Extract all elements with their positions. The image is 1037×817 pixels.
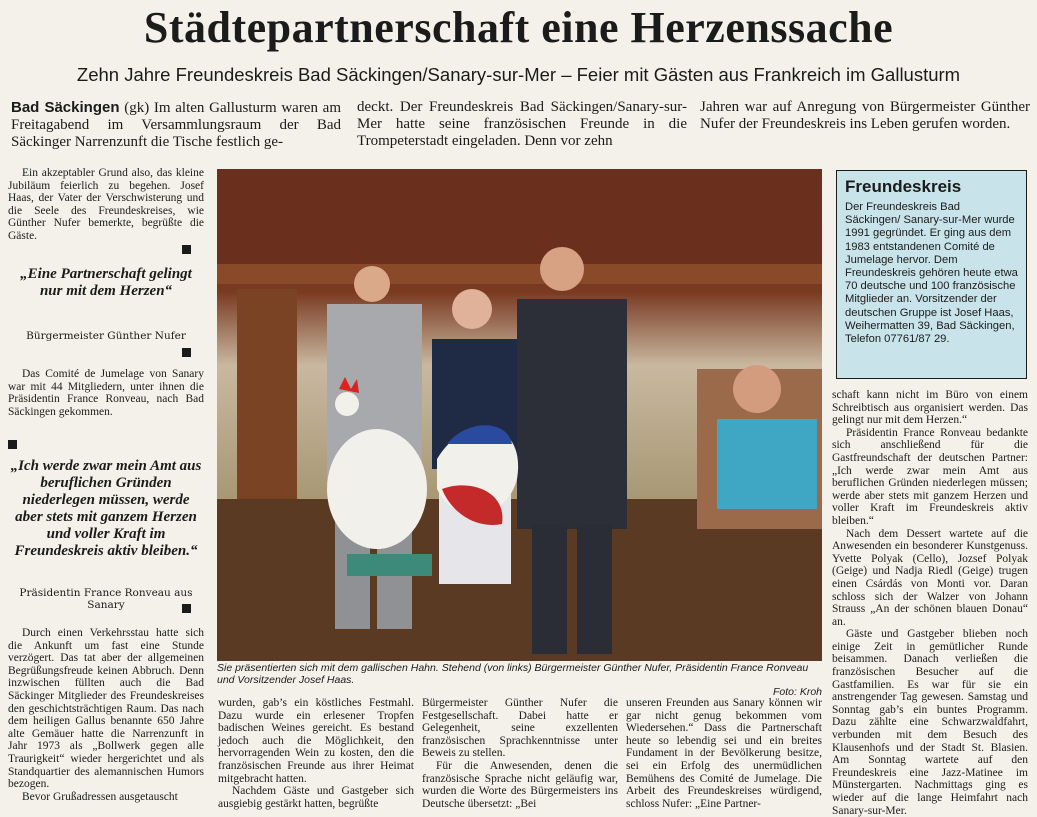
section-marker — [182, 245, 191, 254]
left-column-p3 — [8, 627, 204, 803]
lead-column-1 — [11, 99, 341, 151]
section-marker — [8, 440, 17, 449]
pull-quote-1: „Eine Partnerschaft gelingt nur mit dem Herzen“ — [20, 266, 192, 299]
subheadline: Zehn Jahre Freundeskreis Bad Säckingen/Sanary-sur-Mer – Feier mit Gästen aus Frankreich im Gallusturm — [76, 64, 961, 85]
right-column — [832, 389, 1028, 817]
paragraph: Bevor Grußadressen ausgetauscht — [22, 790, 178, 803]
lead-text-1: (gk) Im alten Gallusturm waren am Freitagabend im Versammlungsraum der Bad Säckinger Narrenzunft die Tische festlich ge- — [11, 100, 341, 150]
paragraph: Ein akzeptabler Grund also, das kleine Jubiläum feierlich zu begehen. Josef Haas, der Vater der Verschwisterung und die Seele des Freundeskreises, wie Günther Nufer bemerkte, begrüßte die Gäste. — [8, 167, 204, 242]
paragraph: wurden, gab’s ein köstliches Festmahl. Dazu wurde ein erlesener Tropfen badischen Weines gereicht. Es bestand jedoch auch die Möglichkeit, den hervorragenden Wein zu kosten, den die französischen Freunde aus ihrer Heimat mitgebracht hatten. — [218, 697, 414, 785]
paragraph: schaft kann nicht im Büro von einem Schreibtisch aus organisiert werden. Das gelingt nur mit dem Herzen.“ — [832, 389, 1028, 427]
pull-quote-2: „Ich werde zwar mein Amt aus beruflichen Gründen niederlegen müssen, werde aber stets mit ganzem Herzen und voller Kraft im Freundeskreis aktiv bleiben.“ — [10, 458, 202, 559]
info-box — [836, 170, 1027, 379]
left-column-p2 — [8, 368, 204, 418]
section-marker — [182, 604, 191, 613]
news-photo — [217, 169, 822, 661]
photo-illustration — [217, 169, 822, 661]
lead-column-2: deckt. Der Freundeskreis Bad Säckingen/Sanary-sur-Mer hatte seine französischen Freunde in die Trompeterstadt eingeladen. Denn vor zehn — [357, 99, 687, 149]
headline: Städtepartnerschaft eine Herzenssache — [143, 3, 894, 52]
bottom-column-2 — [422, 697, 618, 810]
pull-quote-1-source: Bürgermeister Günther Nufer — [26, 330, 186, 342]
paragraph: Durch einen Verkehrsstau hatte sich die Ankunft um fast eine Stunde verzögert. Das tat aber der allgemeinen Begrüßungsfreude keinen Abbruch. Denn inzwischen füllten auch die Bad Säckinger Mitglieder des Freundeskreises den geschichtsträchtigen Raum. Das nach dem heiligen Gallus benannte 650 Jahre alte Gemäuer hatte die Narrenzunft in Jahr 1973 als „Bollwerk gegen alle Traurigkeit“ wieder hergerichtet und als Standquartier des alemannischen Humors bezogen. — [8, 627, 204, 791]
paragraph: Bürgermeister Günther Nufer die Festgesellschaft. Dabei hatte er Gelegenheit, seine exzellenten französischen Sprachkenntnisse unter Beweis zu stellen. — [422, 697, 618, 760]
photo-caption — [217, 662, 822, 698]
left-column — [8, 167, 204, 243]
paragraph: Nachdem Gäste und Gastgeber sich ausgiebig gestärkt hatten, begrüßte — [218, 785, 414, 810]
bottom-column-1 — [218, 697, 414, 810]
pull-quote-2-source: Präsidentin France Ronveau aus Sanary — [19, 587, 193, 611]
section-marker — [182, 348, 191, 357]
info-box-title: Freundeskreis — [845, 177, 962, 196]
paragraph: Gäste und Gastgeber blieben noch einige Zeit in gemütlicher Runde beisammen. Danach verließen die französischen Besucher auf die Gastfamilien. Es war für sie ein anstrengender Tag gewesen. Samstag und Sonntag gab’s ein buntes Programm. Dazu zählte eine Schwarzwaldfahrt, verbunden mit dem Besuch des Klausenhofs und der Stadt St. Blasien. Am Sonntag wartete auf den Freundeskreis eine Jazz-Matinee im Münstergarten. Nachmittags ging es wieder auf die lange Heimfahrt nach Sanary-sur-Mer. — [832, 628, 1028, 817]
paragraph: Präsidentin France Ronveau bedankte sich anschließend für die Gastfreundschaft der deutschen Partner: „Ich werde zwar mein Amt aus beruflichen Gründen niederlegen müssen; werde aber stets mit ganzem Herzen und voller Kraft im Freundeskreis aktiv bleiben.“ — [832, 426, 1028, 527]
lead-column-3: Jahren war auf Anregung von Bürgermeister Günther Nufer der Freundeskreis ins Leben gerufen worden. — [700, 99, 1030, 132]
bottom-column-3 — [626, 697, 822, 810]
dateline-place: Bad Säckingen — [11, 99, 120, 116]
paragraph: Für die Anwesenden, denen die französische Sprache nicht geläufig war, wurden die Worte des Bürgermeisters ins Deutsche übersetzt: „Bei — [422, 759, 618, 810]
paragraph: Nach dem Dessert wartete auf die Anwesenden ein besonderer Kunstgenuss. Yvette Polyak (Cello), Jozsef Polyak (Geige) und Nadja Riedl (Geige) trugen einen Csárdás von Monti vor. Daran schloss sich der Walzer von Johann Strauss „An der schönen blauen Donau“ an. — [832, 527, 1028, 628]
paragraph: Das Comité de Jumelage von Sanary war mit 44 Mitgliedern, unter ihnen die Präsidentin France Ronveau, nach Bad Säckingen gekommen. — [8, 368, 204, 418]
photo-credit: Foto: Kroh — [772, 686, 822, 698]
paragraph: unseren Freunden aus Sanary können wir gar nicht genug bekommen vom Wiedersehen.“ Dass die Partnerschaft heute so lebendig sei und ein breites Fundament in der Bevölkerung besitze, sei ein Erfolg des unermüdlichen Bemühens des Comité de Jumelage. Die Arbeit des Freundeskreises würdigend, schloss Nufer: „Eine Partner- — [626, 697, 822, 810]
caption-text: Sie präsentierten sich mit dem gallischen Hahn. Stehend (von links) Bürgermeister Günther Nufer, Präsidentin France Ronveau und Vorsitzender Josef Haas. — [217, 662, 809, 686]
info-box-body: Der Freundeskreis Bad Säckingen/ Sanary-sur-Mer wurde 1991 gegründet. Er ging aus dem 1983 entstandenen Comité de Jumelage hervor. Dem Freundeskreis gehören heute etwa 70 deutsche und 100 französische Mitglieder an. Vorsitzender der deutschen Gruppe ist Josef Haas, Weihermatten 39, Bad Säckingen, Telefon 07761/87 29. — [845, 201, 1018, 346]
